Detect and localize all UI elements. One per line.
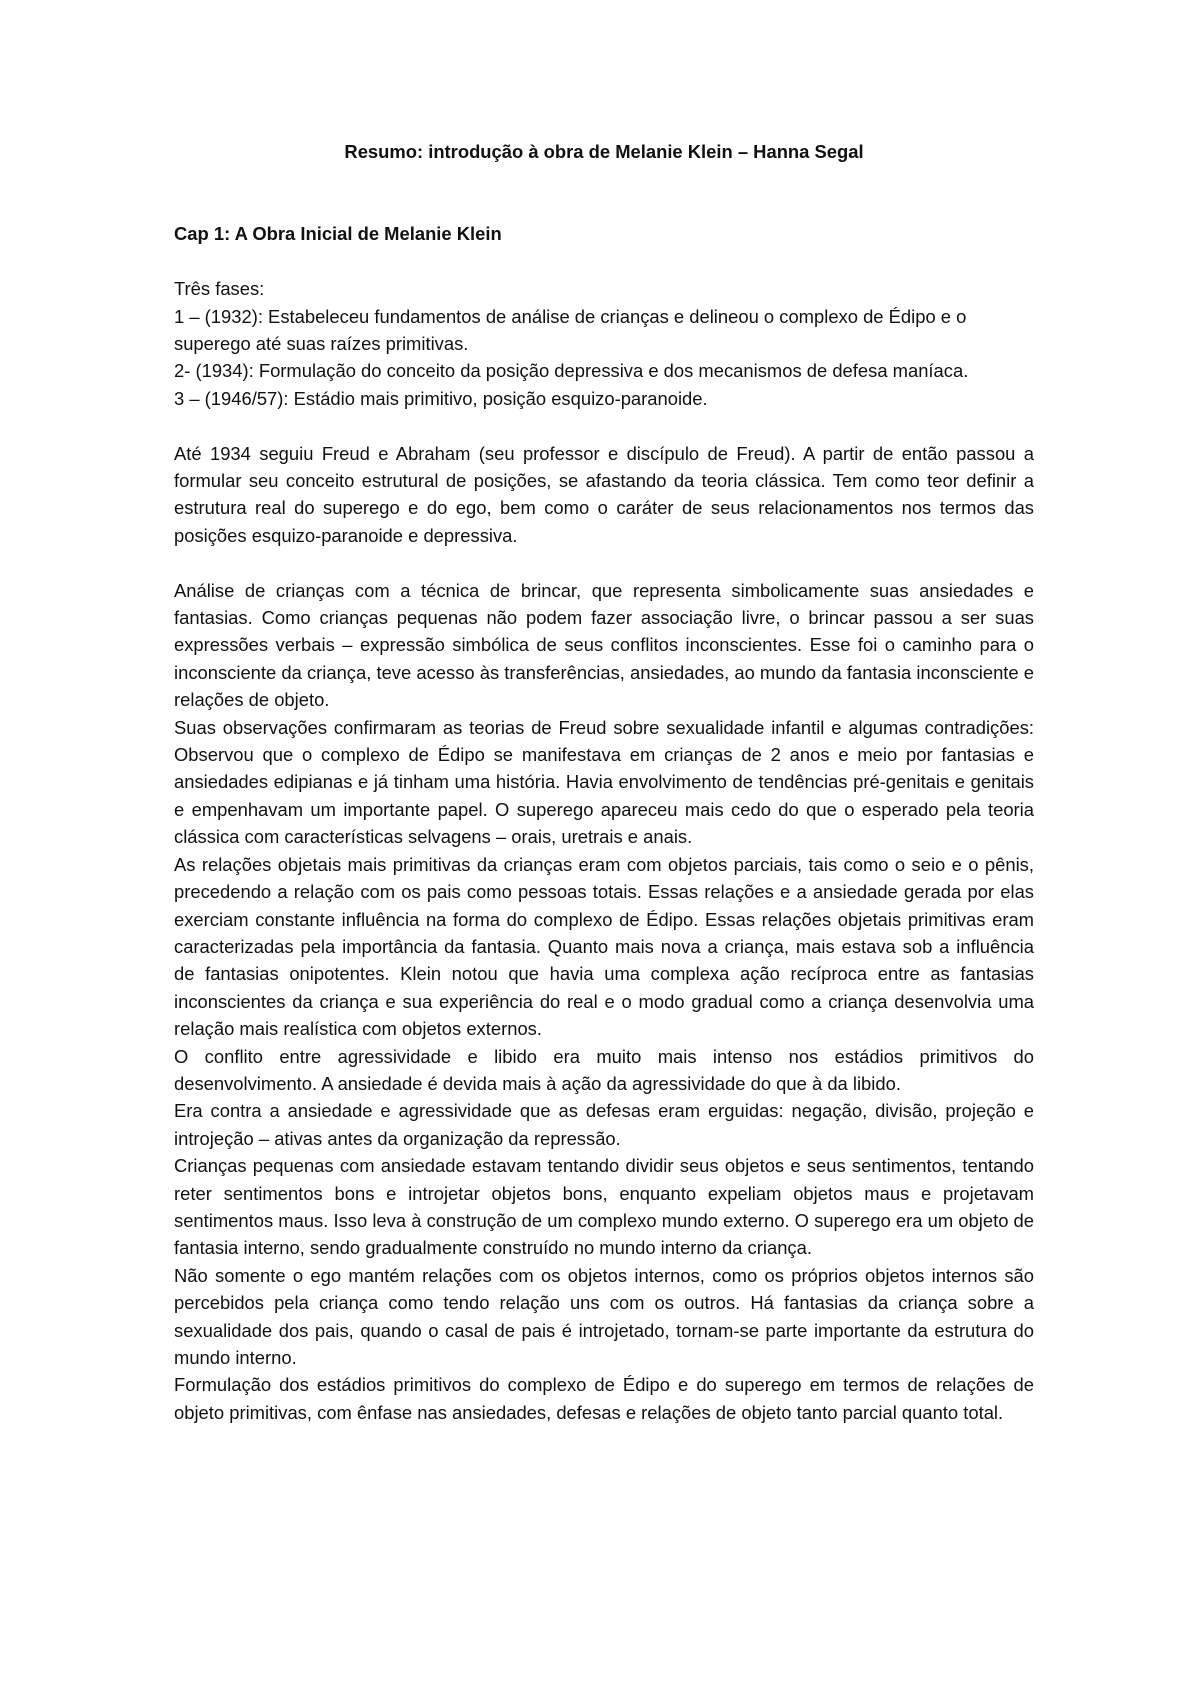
- phases-heading: Três fases:: [174, 278, 265, 300]
- phase-item: 3 – (1946/57): Estádio mais primitivo, posição esquizo-paranoide.: [174, 387, 708, 409]
- body-paragraph: Era contra a ansiedade e agressividade que as defesas eram erguidas: negação, divisão, projeção e introjeção – ativas antes da organização da repressão.: [174, 1100, 1034, 1149]
- body-paragraph: Análise de crianças com a técnica de brincar, que representa simbolicamente suas ansiedades e fantasias. Como crianças pequenas não podem fazer associação livre, o brincar passou a ser suas expressões verbais – expressão simbólica de seus conflitos inconscientes. Esse foi o caminho para o inconsciente da criança, teve acesso às transferências, ansiedades, ao mundo da fantasia inconsciente e relações de objeto.: [174, 579, 1034, 711]
- paragraph-spacer: [174, 549, 1034, 576]
- intro-paragraph: Até 1934 seguiu Freud e Abraham (seu professor e discípulo de Freud). A partir de então passou a formular seu conceito estrutural de posições, se afastando da teoria clássica. Tem como teor definir a estrutura real do superego e do ego, bem como o caráter de seus relacionamentos nos termos das posições esquizo-paranoide e depressiva.: [174, 442, 1034, 546]
- body-paragraph: Não somente o ego mantém relações com os objetos internos, como os próprios objetos internos são percebidos pela criança como tendo relação uns com os outros. Há fantasias da criança sobre a sexualidade dos pais, quando o casal de pais é introjetado, tornam-se parte importante da estrutura do mundo interno.: [174, 1264, 1034, 1369]
- body-paragraph: Formulação dos estádios primitivos do complexo de Édipo e do superego em termos de relações de objeto primitivas, com ênfase nas ansiedades, defesas e relações de objeto tanto parcial quanto total.: [174, 1374, 1034, 1423]
- chapter-heading: Cap 1: A Obra Inicial de Melanie Klein: [174, 223, 502, 245]
- body-paragraph: Crianças pequenas com ansiedade estavam tentando dividir seus objetos e seus sentimentos, tentando reter sentimentos bons e introjetar objetos bons, enquanto expeliam objetos maus e projetavam sentimentos maus. Isso leva à construção de um complexo mundo externo. O superego era um objeto de fantasia interno, sendo gradualmente construído no mundo interno da criança.: [174, 1155, 1034, 1259]
- body-paragraph: Suas observações confirmaram as teorias de Freud sobre sexualidade infantil e algumas contradições: Observou que o complexo de Édipo se manifestava em crianças de 2 anos e meio por fantasias e ansiedades edipianas e já tinham uma história. Havia envolvimento de tendências pré-genitais e genitais e empenhavam um importante papel. O superego apareceu mais cedo do que o esperado pela teoria clássica com características selvagens – orais, uretrais e anais.: [174, 716, 1034, 848]
- body-paragraph: O conflito entre agressividade e libido era muito mais intenso nos estádios primitivos do desenvolvimento. A ansiedade é devida mais à ação da agressividade do que à da libido.: [174, 1045, 1034, 1094]
- body-paragraph: As relações objetais mais primitivas da crianças eram com objetos parciais, tais como o seio e o pênis, precedendo a relação com os pais como pessoas totais. Essas relações e a ansiedade gerada por elas exerciam constante influência na forma do complexo de Édipo. Essas relações objetais primitivas eram caracterizadas pela importância da fantasia. Quanto mais nova a criança, mais estava sob a influência de fantasias onipotentes. Klein notou que havia uma complexa ação recíproca entre as fantasias inconscientes da criança e sua experiência do real e o modo gradual como a criança desenvolvia uma relação mais realística com objetos externos.: [174, 853, 1034, 1040]
- phase-item: 1 – (1932): Estabeleceu fundamentos de análise de crianças e delineou o complexo de Édipo e o superego até suas raízes primitivas.: [174, 305, 967, 355]
- paragraph-spacer: [174, 412, 1034, 439]
- document-page: [174, 138, 1034, 1426]
- document-title: Resumo: introdução à obra de Melanie Klein – Hanna Segal: [344, 141, 864, 162]
- phase-item: 2- (1934): Formulação do conceito da posição depressiva e dos mecanismos de defesa maníaca.: [174, 360, 969, 382]
